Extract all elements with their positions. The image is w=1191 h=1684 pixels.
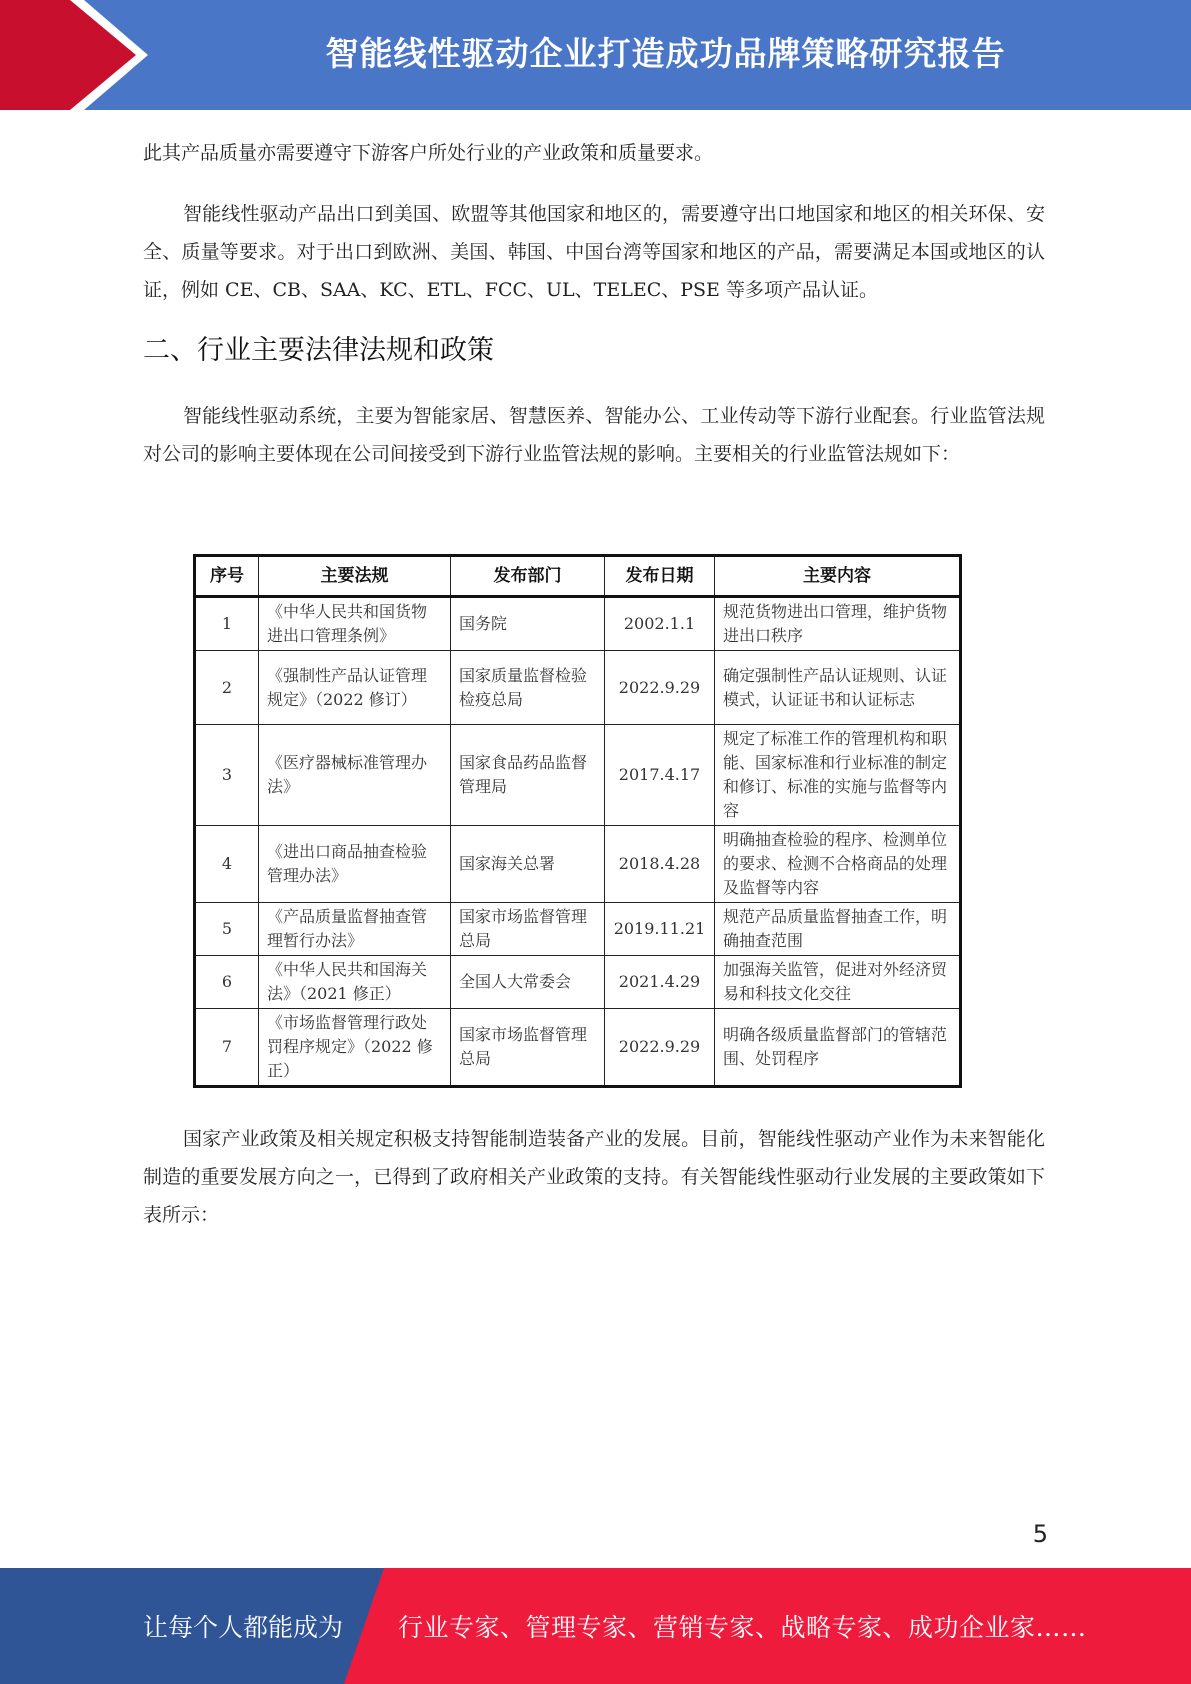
header-index: 序号 xyxy=(195,556,259,597)
row-date: 2022.9.29 xyxy=(605,651,715,725)
paragraph-industry-policy: 国家产业政策及相关规定积极支持智能制造装备产业的发展。目前，智能线性驱动产业作为未来智能化制造的重要发展方向之一，已得到了政府相关产业政策的支持。有关智能线性驱动行业发展的主要政策如下表所示： xyxy=(143,1128,1045,1226)
header-date: 发布日期 xyxy=(605,556,715,597)
row-date: 2018.4.28 xyxy=(605,826,715,903)
row-department: 国家质量监督检验检疫总局 xyxy=(451,651,605,725)
row-content: 明确各级质量监督部门的管辖范围、处罚程序 xyxy=(715,1009,961,1087)
table-row xyxy=(195,903,961,956)
page-header xyxy=(0,0,1191,110)
row-date: 2002.1.1 xyxy=(605,597,715,651)
row-content: 规范产品质量监督抽查工作，明确抽查范围 xyxy=(715,903,961,956)
row-regulation: 《进出口商品抽查检验管理办法》 xyxy=(259,826,451,903)
row-regulation: 《强制性产品认证管理规定》（2022 修订） xyxy=(259,651,451,725)
row-index: 4 xyxy=(195,826,259,903)
page-number: 5 xyxy=(1032,1520,1048,1548)
row-date: 2021.4.29 xyxy=(605,956,715,1009)
row-index: 5 xyxy=(195,903,259,956)
table-row xyxy=(195,1009,961,1087)
row-department: 全国人大常委会 xyxy=(451,956,605,1009)
header-content: 主要内容 xyxy=(715,556,961,597)
report-title: 智能线性驱动企业打造成功品牌策略研究报告 xyxy=(325,34,1006,73)
table-row xyxy=(195,651,961,725)
row-content: 规定了标准工作的管理机构和职能、国家标准和行业标准的制定和修订、标准的实施与监督等内容 xyxy=(715,725,961,826)
row-department: 国家食品药品监督管理局 xyxy=(451,725,605,826)
table-row xyxy=(195,597,961,651)
row-regulation: 《医疗器械标准管理办法》 xyxy=(259,725,451,826)
header-department: 发布部门 xyxy=(451,556,605,597)
row-content: 加强海关监管，促进对外经济贸易和科技文化交往 xyxy=(715,956,961,1009)
row-regulation: 《中华人民共和国货物进出口管理条例》 xyxy=(259,597,451,651)
row-index: 2 xyxy=(195,651,259,725)
row-index: 1 xyxy=(195,597,259,651)
paragraph-export-certification: 智能线性驱动产品出口到美国、欧盟等其他国家和地区的，需要遵守出口地国家和地区的相关环保、安全、质量等要求。对于出口到欧洲、美国、韩国、中国台湾等国家和地区的产品，需要满足本国或地区的认证，例如 CE、CB、SAA、KC、ETL、FCC、UL、TELEC、PSE 等多项产品认证。 xyxy=(143,203,1045,301)
row-index: 7 xyxy=(195,1009,259,1087)
row-index: 6 xyxy=(195,956,259,1009)
row-date: 2017.4.17 xyxy=(605,725,715,826)
row-department: 国家市场监督管理总局 xyxy=(451,903,605,956)
paragraph-quality-requirements: 此其产品质量亦需要遵守下游客户所处行业的产业政策和质量要求。 xyxy=(143,142,714,164)
row-department: 国务院 xyxy=(451,597,605,651)
table-row xyxy=(195,956,961,1009)
row-content: 规范货物进出口管理，维护货物进出口秩序 xyxy=(715,597,961,651)
row-regulation: 《市场监督管理行政处罚程序规定》（2022 修正） xyxy=(259,1009,451,1087)
header-regulation: 主要法规 xyxy=(259,556,451,597)
section-heading: 二、行业主要法律法规和政策 xyxy=(143,335,494,366)
footer-slogan-right: 行业专家、管理专家、营销专家、战略专家、成功企业家…… xyxy=(398,1613,1087,1642)
row-regulation: 《产品质量监督抽查管理暂行办法》 xyxy=(259,903,451,956)
regulations-table-container xyxy=(193,554,962,1088)
row-department: 国家市场监督管理总局 xyxy=(451,1009,605,1087)
row-content: 确定强制性产品认证规则、认证模式，认证证书和认证标志 xyxy=(715,651,961,725)
regulations-table xyxy=(193,554,962,1088)
page-footer xyxy=(0,1568,1191,1684)
table-header-row xyxy=(195,556,961,597)
row-regulation: 《中华人民共和国海关法》（2021 修正） xyxy=(259,956,451,1009)
paragraph-regulation-intro: 智能线性驱动系统，主要为智能家居、智慧医养、智能办公、工业传动等下游行业配套。行业监管法规对公司的影响主要体现在公司间接受到下游行业监管法规的影响。主要相关的行业监管法规如下： xyxy=(143,405,1045,465)
row-index: 3 xyxy=(195,725,259,826)
red-chevron-decoration xyxy=(0,0,160,110)
table-row xyxy=(195,725,961,826)
row-content: 明确抽查检验的程序、检测单位的要求、检测不合格商品的处理及监督等内容 xyxy=(715,826,961,903)
footer-slogan-left: 让每个人都能成为 xyxy=(143,1613,344,1642)
row-date: 2019.11.21 xyxy=(605,903,715,956)
table-row xyxy=(195,826,961,903)
row-date: 2022.9.29 xyxy=(605,1009,715,1087)
row-department: 国家海关总署 xyxy=(451,826,605,903)
